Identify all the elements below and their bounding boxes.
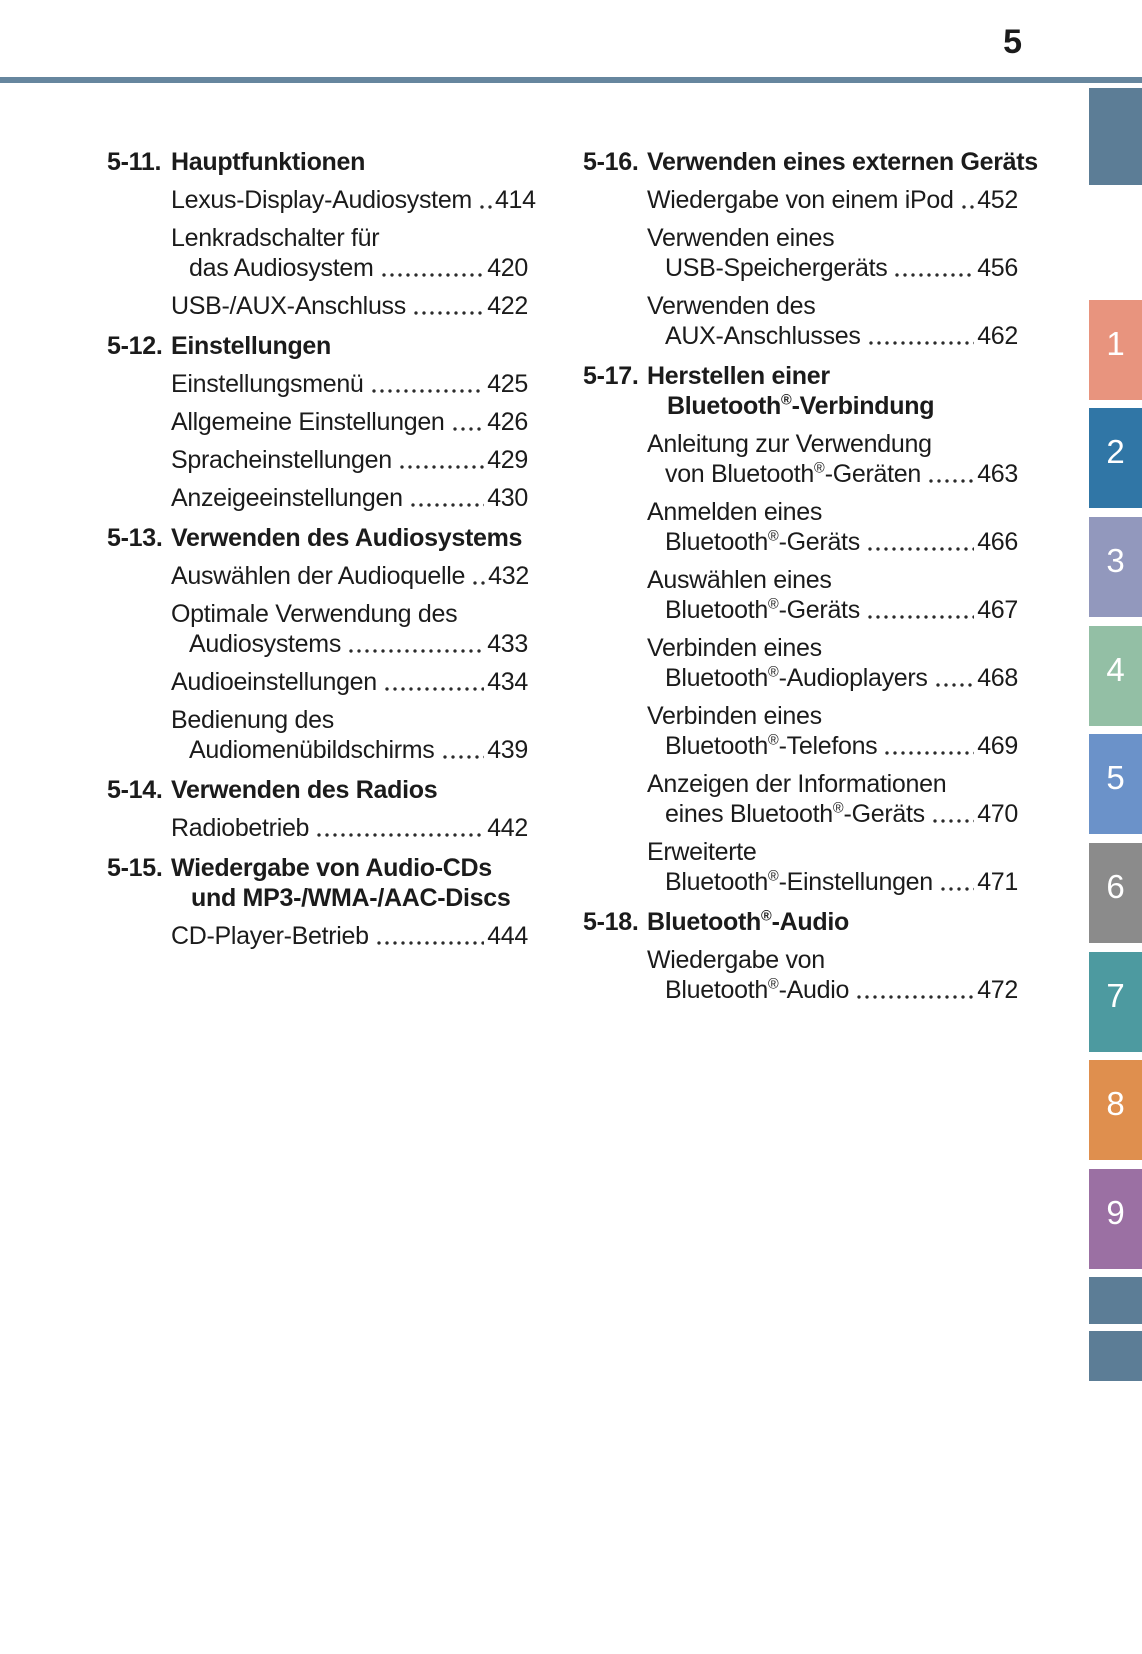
toc-entry-label: Erweiterte	[647, 838, 757, 866]
toc-entry-label: USB-Speichergeräts	[665, 254, 888, 282]
toc-section	[583, 361, 1018, 897]
dot-leader	[370, 388, 485, 394]
toc-entry[interactable]	[171, 291, 528, 321]
chapter-tab-8[interactable]	[1089, 1060, 1142, 1160]
toc-entry-label: das Audiosystem	[189, 254, 374, 282]
dot-leader	[927, 478, 974, 484]
registered-mark: ®	[767, 732, 779, 749]
toc-entry-page: 469	[977, 732, 1018, 760]
section-title: Einstellungen	[171, 332, 332, 360]
chapter-tab-label: 2	[1106, 433, 1125, 470]
toc-entry[interactable]	[171, 483, 528, 513]
toc-entry-label: Bluetooth®-Audio	[665, 976, 850, 1004]
toc-entry-label: USB-/AUX-Anschluss	[171, 292, 406, 320]
toc-entry-page: 414	[494, 186, 536, 214]
toc-entry-page: 429	[487, 446, 528, 474]
toc-entry[interactable]	[647, 429, 1018, 489]
toc-entry-page: 426	[487, 408, 528, 436]
toc-entry[interactable]	[647, 769, 1018, 829]
toc-entry-page: 472	[977, 976, 1018, 1004]
toc-entry-label: Verwenden des	[647, 292, 816, 320]
registered-mark: ®	[767, 596, 779, 613]
toc-entry[interactable]	[171, 445, 528, 475]
header-rule	[0, 77, 1142, 83]
registered-mark: ®	[767, 868, 779, 885]
toc-entry-label: Anzeigen der Informationen	[647, 770, 947, 798]
section-number: 5-18.	[583, 908, 639, 936]
toc-entry[interactable]	[171, 561, 528, 591]
toc-section	[107, 775, 528, 843]
chapter-tab-7[interactable]	[1089, 952, 1142, 1052]
toc-entry[interactable]	[647, 185, 1018, 215]
section-number: 5-13.	[107, 524, 163, 552]
toc-entry-label: Allgemeine Einstellungen	[171, 408, 445, 436]
toc-entry-page: 442	[487, 814, 528, 842]
registered-mark: ®	[767, 664, 779, 681]
section-heading	[107, 775, 528, 805]
toc-entry-label: Spracheinstellungen	[171, 446, 392, 474]
toc-entry-page: 439	[487, 736, 528, 764]
chapter-tab-label: 4	[1106, 651, 1125, 688]
toc-entry[interactable]	[647, 223, 1018, 283]
section-heading	[107, 853, 528, 913]
dot-leader	[939, 886, 974, 892]
toc-entry-label: Bluetooth®-Geräts	[665, 528, 860, 556]
toc-entry-label: Audiosystems	[189, 630, 342, 658]
toc-entry-page: 467	[977, 596, 1018, 624]
toc-entry-label: eines Bluetooth®-Geräts	[665, 800, 925, 828]
section-number: 5-11.	[107, 148, 162, 176]
toc-section	[107, 853, 528, 951]
chapter-tab-6[interactable]	[1089, 843, 1142, 943]
toc-entry-label: Anmelden eines	[647, 498, 823, 526]
section-number: 5-12.	[107, 332, 163, 360]
toc-entry[interactable]	[171, 369, 528, 399]
section-heading	[583, 907, 1018, 937]
dot-leader	[315, 832, 484, 838]
dot-leader	[398, 464, 484, 470]
section-number: 5-15.	[107, 854, 163, 882]
toc-entry-label: Anzeigeeinstellungen	[171, 484, 403, 512]
dot-leader	[883, 750, 974, 756]
dot-leader	[855, 994, 974, 1000]
section-number: 5-17.	[583, 362, 639, 390]
toc-entry-label: Verwenden eines	[647, 224, 835, 252]
chapter-tab-label: 1	[1106, 325, 1125, 362]
section-title: Verwenden des Audiosystems	[171, 524, 523, 552]
toc-entry[interactable]	[171, 185, 536, 215]
toc-entry-page: 468	[977, 664, 1018, 692]
toc-entry[interactable]	[171, 705, 528, 765]
toc-section	[107, 331, 528, 513]
toc-column	[107, 147, 536, 951]
section-title: Hauptfunktionen	[171, 148, 366, 176]
chapter-tab-blank[interactable]	[1089, 1331, 1142, 1381]
section-heading	[107, 331, 528, 361]
toc-entry[interactable]	[171, 813, 528, 843]
toc-entry-label: CD-Player-Betrieb	[171, 922, 369, 950]
chapter-tab-label: 7	[1106, 977, 1125, 1014]
chapter-tab-rail	[1089, 0, 1142, 1654]
toc-entry-label: Bluetooth®-Geräts	[665, 596, 860, 624]
chapter-tab-label: 8	[1106, 1085, 1125, 1122]
toc-entry-label: Verbinden eines	[647, 702, 822, 730]
toc-entry-page: 444	[487, 922, 528, 950]
dot-leader	[380, 272, 485, 278]
dot-leader	[451, 426, 485, 432]
section-heading	[583, 361, 1018, 421]
registered-mark: ®	[832, 800, 844, 817]
toc-entry-page: 434	[487, 668, 528, 696]
dot-leader	[471, 580, 485, 586]
dot-leader	[866, 614, 974, 620]
chapter-tab-4[interactable]	[1089, 626, 1142, 726]
toc-entry-label: Lexus-Display-Audiosystem	[171, 186, 472, 214]
toc-entry-page: 433	[487, 630, 528, 658]
toc-entry-page: 466	[977, 528, 1018, 556]
toc-entry-page: 471	[977, 868, 1018, 896]
toc-entry-label: Auswählen eines	[647, 566, 832, 594]
toc-entry-label: Bluetooth®-Telefons	[665, 732, 878, 760]
chapter-tab-label: 5	[1106, 759, 1125, 796]
registered-mark: ®	[814, 460, 825, 477]
toc-entry-label: Auswählen der Audioquelle	[171, 562, 466, 590]
toc-entry-label: Audiomenübildschirms	[189, 736, 435, 764]
toc-entry[interactable]	[647, 565, 1018, 625]
toc-section	[583, 907, 1018, 1005]
toc-entry[interactable]	[647, 945, 1018, 1005]
dot-leader	[375, 940, 484, 946]
toc-entry[interactable]	[647, 633, 1018, 693]
toc-entry-label: von Bluetooth®-Geräten	[665, 460, 921, 488]
toc-entry-page: 432	[488, 562, 529, 590]
toc-section	[107, 523, 528, 765]
toc-entry-label: Bluetooth®-Audioplayers	[665, 664, 928, 692]
toc-entry-page: 456	[977, 254, 1018, 282]
toc-entry-label: Bluetooth®-Einstellungen	[665, 868, 933, 896]
toc-entry-page: 470	[977, 800, 1018, 828]
toc-entry-label: Bedienung des	[171, 706, 334, 734]
toc-entry[interactable]	[171, 599, 528, 659]
section-title: Wiedergabe von Audio-CDs und MP3-/WMA-/AAC-Discs	[171, 854, 511, 912]
dot-leader	[867, 340, 975, 346]
toc-entry[interactable]	[647, 291, 1018, 351]
registered-mark: ®	[760, 908, 772, 925]
dot-leader	[409, 502, 485, 508]
toc-entry-label: Optimale Verwendung des	[171, 600, 458, 628]
dot-leader	[866, 546, 974, 552]
dot-leader	[478, 204, 492, 210]
chapter-tab-5[interactable]	[1089, 734, 1142, 834]
toc-entry-page: 463	[977, 460, 1018, 488]
toc-entry-page: 430	[487, 484, 528, 512]
toc-entry-page: 422	[487, 292, 528, 320]
chapter-tab-label: 6	[1106, 868, 1125, 905]
toc-entry-page: 420	[487, 254, 528, 282]
toc-entry[interactable]	[647, 497, 1018, 557]
dot-leader	[934, 682, 975, 688]
dot-leader	[383, 686, 484, 692]
section-heading	[107, 147, 528, 177]
toc-entry[interactable]	[647, 701, 1018, 761]
chapter-tab-9[interactable]	[1089, 1169, 1142, 1269]
dot-leader	[441, 754, 485, 760]
section-number: 5-14.	[107, 776, 163, 804]
toc-entry[interactable]	[171, 407, 528, 437]
page-number: 5	[1003, 23, 1022, 61]
toc-entry[interactable]	[647, 837, 1018, 897]
registered-mark: ®	[780, 392, 792, 409]
chapter-tab-label: 9	[1106, 1194, 1125, 1231]
chapter-tab-label: 3	[1106, 542, 1125, 579]
toc-column	[583, 147, 1038, 1005]
toc-section	[107, 147, 536, 321]
toc-entry-label: Audioeinstellungen	[171, 668, 377, 696]
section-heading	[583, 147, 1038, 177]
dot-leader	[347, 648, 484, 654]
section-number: 5-16.	[583, 148, 639, 176]
registered-mark: ®	[767, 976, 779, 993]
toc-entry-page: 425	[487, 370, 528, 398]
section-title: Verwenden eines externen Geräts	[647, 148, 1038, 176]
section-title: Herstellen einer Bluetooth®-Verbindung	[647, 362, 935, 420]
toc-entry-label: Wiedergabe von einem iPod	[647, 186, 954, 214]
toc-entry[interactable]	[171, 921, 528, 951]
registered-mark: ®	[767, 528, 779, 545]
toc-entry[interactable]	[171, 223, 528, 283]
toc-entry-label: Anleitung zur Verwendung	[647, 430, 932, 458]
dot-leader	[412, 310, 484, 316]
toc-entry-label: AUX-Anschlusses	[665, 322, 861, 350]
section-title: Bluetooth®-Audio	[647, 908, 849, 936]
toc-entry-page: 452	[977, 186, 1018, 214]
section-title: Verwenden des Radios	[171, 776, 438, 804]
toc-entry-label: Verbinden eines	[647, 634, 822, 662]
dot-leader	[893, 272, 974, 278]
toc-entry-label: Radiobetrieb	[171, 814, 310, 842]
chapter-tab-2[interactable]	[1089, 408, 1142, 508]
toc-section	[583, 147, 1038, 351]
toc-entry-label: Lenkradschalter für	[171, 224, 380, 252]
chapter-tab-3[interactable]	[1089, 517, 1142, 617]
section-heading	[107, 523, 528, 553]
toc-entry-label: Einstellungsmenü	[171, 370, 364, 398]
chapter-tab-blank[interactable]	[1089, 1277, 1142, 1324]
dot-leader	[931, 818, 974, 824]
dot-leader	[960, 204, 975, 210]
chapter-tab-blank[interactable]	[1089, 88, 1142, 185]
chapter-tab-1[interactable]	[1089, 300, 1142, 400]
toc-entry-page: 462	[977, 322, 1018, 350]
toc-entry-label: Wiedergabe von	[647, 946, 825, 974]
toc-entry[interactable]	[171, 667, 528, 697]
